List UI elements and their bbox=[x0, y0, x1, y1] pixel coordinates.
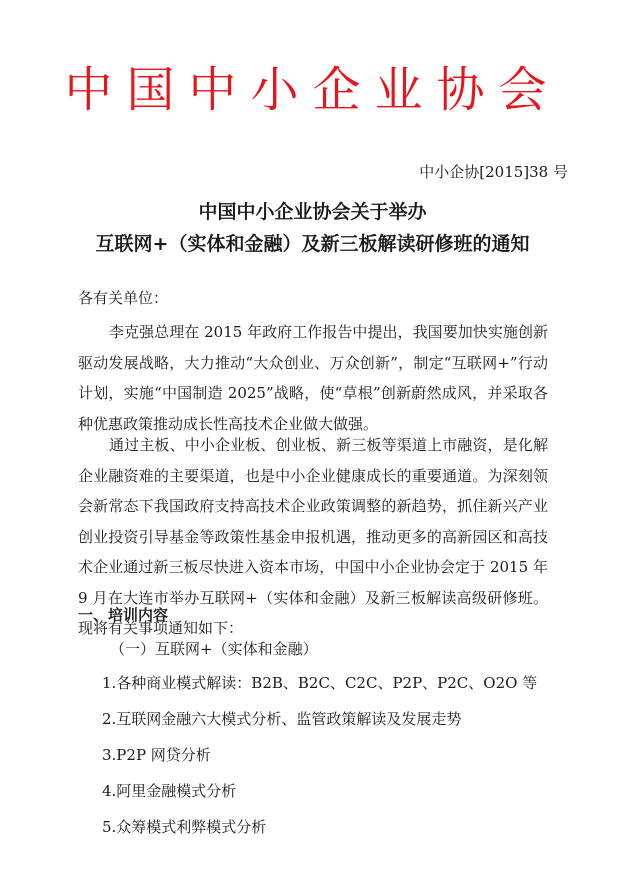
sub-heading: （一）互联网+（实体和金融） bbox=[110, 640, 318, 658]
salutation: 各有关单位： bbox=[78, 289, 169, 307]
list-item: 2.互联网金融六大模式分析、监管政策解读及发展走势 bbox=[102, 710, 462, 728]
document-title-line-2: 互联网+（实体和金融）及新三板解读研修班的通知 bbox=[95, 233, 530, 255]
body-paragraph: 李克强总理在 2015 年政府工作报告中提出，我国要加快实施创新驱动发展战略，大力推动“大众创业、万众创新”，制定“互联网+”行动计划，实施“中国制造 2025”战略，使“草根”创新蔚然成风，并采取各种优惠政策推动成长性高技术企业做大做强。 bbox=[78, 323, 548, 433]
list-item: 5.众筹模式利弊模式分析 bbox=[102, 818, 267, 836]
list-item: 4.阿里金融模式分析 bbox=[102, 782, 237, 800]
document-title-line-1: 中国中小企业协会关于举办 bbox=[198, 201, 427, 223]
body-paragraph: 通过主板、中小企业板、创业板、新三板等渠道上市融资，是化解企业融资难的主要渠道，也是中小企业健康成长的重要通道。为深刻领会新常态下我国政府支持高技术企业政策调整的新趋势，抓住新兴产业创业投资引导基金等政策性基金申报机遇，推动更多的高新园区和高技术企业通过新三板尽快进入资本市场，中国中小企业协会定于 2015 年 9 月在大连市举办互联网+（实体和金融）及新三板解读高级研修班。现将有关事项通知如下： bbox=[78, 436, 548, 637]
list-item: 3.P2P 网贷分析 bbox=[102, 746, 211, 764]
letterhead-title: 中国中小企业协会 bbox=[64, 62, 561, 118]
section-heading: 一、培训内容 bbox=[78, 606, 169, 624]
document-number: 中小企协[2015]38 号 bbox=[419, 163, 568, 181]
list-item: 1.各种商业模式解读：B2B、B2C、C2C、P2P、P2C、O2O 等 bbox=[102, 674, 538, 692]
training-item-list bbox=[102, 672, 537, 852]
